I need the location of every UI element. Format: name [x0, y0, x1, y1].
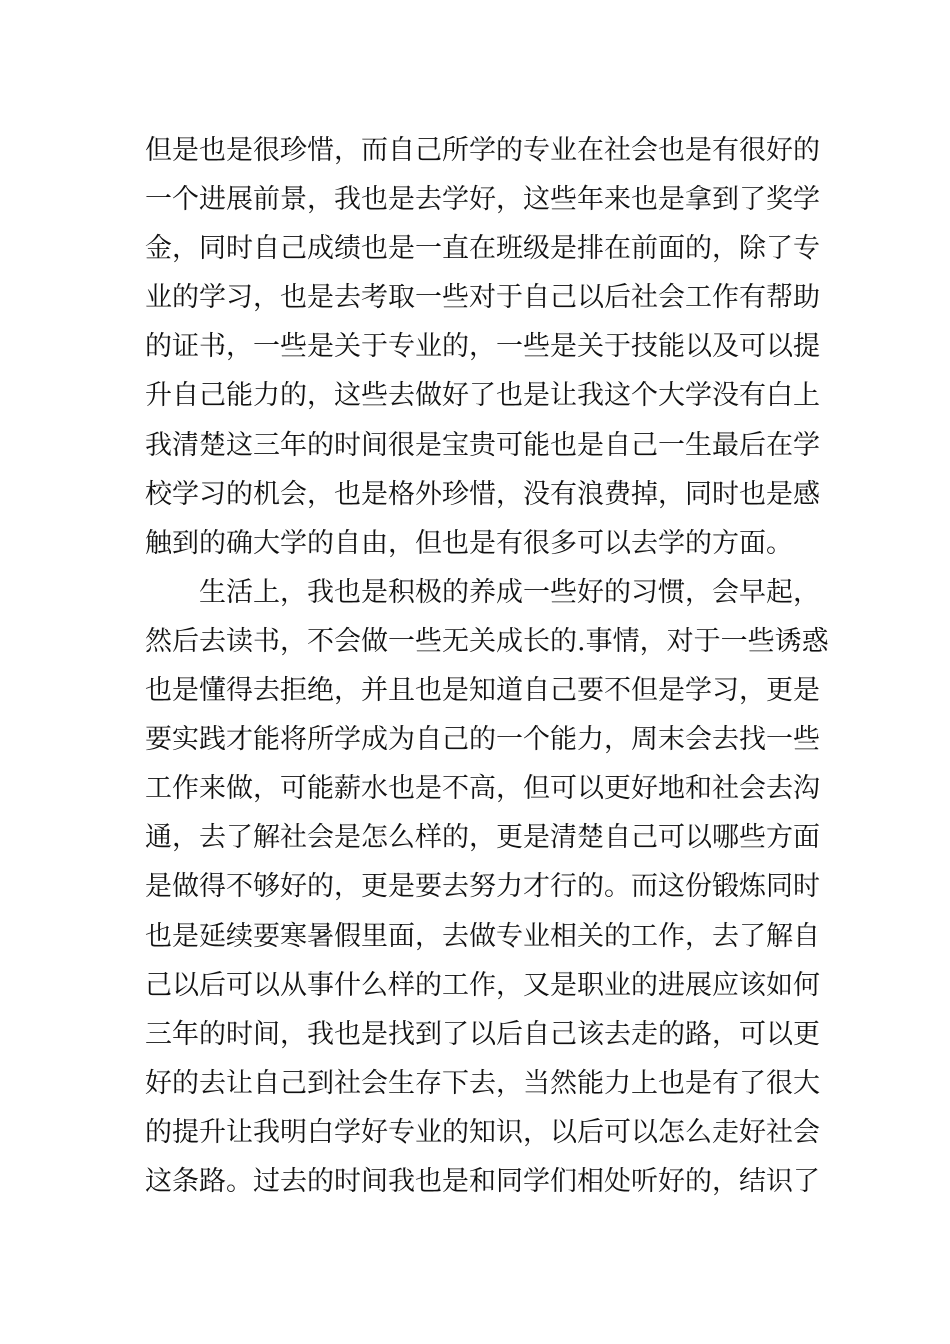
- text-line-15: 通，去了解社会是怎么样的，更是清楚自己可以哪些方面: [145, 822, 820, 854]
- text-line-21: 的提升让我明白学好专业的知识，以后可以怎么走好社会: [145, 1116, 820, 1148]
- text-line-13: 要实践才能将所学成为自己的一个能力，周末会去找一些: [145, 724, 820, 756]
- text-line-3: 金，同时自己成绩也是一直在班级是排在前面的，除了专: [145, 233, 820, 265]
- text-line-2: 一个进展前景，我也是去学好，这些年来也是拿到了奖学: [145, 184, 820, 216]
- text-line-10: 生活上，我也是积极的养成一些好的习惯，会早起，: [199, 576, 820, 608]
- text-line-19: 三年的时间，我也是找到了以后自己该去走的路，可以更: [145, 1018, 820, 1050]
- text-line-17: 也是延续要寒暑假里面，去做专业相关的工作，去了解自: [145, 920, 820, 952]
- text-line-1: 但是也是很珍惜，而自己所学的专业在社会也是有很好的: [145, 135, 820, 166]
- text-line-14: 工作来做，可能薪水也是不高，但可以更好地和社会去沟: [145, 773, 820, 805]
- text-line-7: 我清楚这三年的时间很是宝贵可能也是自己一生最后在学: [145, 429, 820, 461]
- text-line-9: 触到的确大学的自由，但也是有很多可以去学的方面。: [145, 527, 793, 559]
- text-line-22: 这条路。过去的时间我也是和同学们相处听好的，结识了: [145, 1165, 820, 1197]
- text-line-16: 是做得不够好的，更是要去努力才行的。而这份锻炼同时: [145, 871, 820, 903]
- text-line-12: 也是懂得去拒绝，并且也是知道自己要不但是学习，更是: [145, 675, 820, 707]
- body-text: [145, 126, 829, 1206]
- text-line-11: 然后去读书，不会做一些无关成长的.事情，对于一些诱惑: [145, 625, 829, 657]
- text-line-4: 业的学习，也是去考取一些对于自己以后社会工作有帮助: [145, 282, 820, 314]
- text-line-5: 的证书，一些是关于专业的，一些是关于技能以及可以提: [145, 331, 820, 363]
- text-line-6: 升自己能力的，这些去做好了也是让我这个大学没有白上: [145, 380, 820, 412]
- text-line-18: 己以后可以从事什么样的工作，又是职业的进展应该如何: [145, 969, 820, 1001]
- text-line-20: 好的去让自己到社会生存下去，当然能力上也是有了很大: [145, 1067, 820, 1099]
- text-line-8: 校学习的机会，也是格外珍惜，没有浪费掉，同时也是感: [145, 478, 820, 510]
